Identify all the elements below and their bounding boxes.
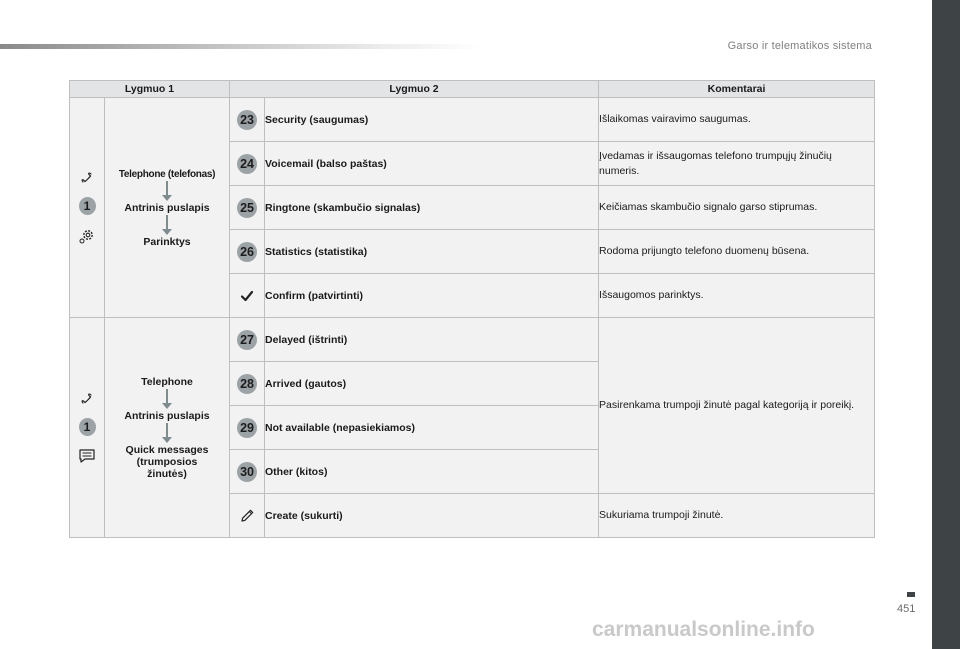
- comment-cell: Rodoma prijungto telefono duomenų būsena.: [599, 230, 875, 274]
- pencil-icon: [239, 508, 255, 524]
- menu-path-item: Telephone: [141, 375, 193, 388]
- level-badge: 1: [79, 197, 96, 215]
- row-icon-cell: [230, 494, 265, 538]
- level1-menu-path-cell: [105, 318, 230, 538]
- arrow-down-icon: [166, 215, 168, 230]
- number-badge: 29: [237, 418, 257, 438]
- table-row: [70, 318, 875, 362]
- level2-label: Security (saugumas): [265, 98, 599, 142]
- menu-path: [119, 169, 215, 248]
- menu-path-item: Telephone (telefonas): [118, 168, 216, 180]
- level2-label: Confirm (patvirtinti): [265, 274, 599, 318]
- watermark: carmanualsonline.info: [592, 618, 815, 641]
- phone-icon: [80, 392, 94, 406]
- row-number-cell: [230, 142, 265, 186]
- level1-icons-cell: [70, 318, 105, 538]
- row-number-cell: [230, 450, 265, 494]
- column-header-level2: Lygmuo 2: [230, 81, 599, 98]
- row-number-cell: [230, 318, 265, 362]
- menu-path-item: Antrinis puslapis: [124, 409, 210, 422]
- table-header-row: [70, 81, 875, 98]
- number-badge: 25: [237, 198, 257, 218]
- row-number-cell: [230, 186, 265, 230]
- number-badge: 26: [237, 242, 257, 262]
- table-row: [70, 98, 875, 142]
- comment-cell: Keičiamas skambučio signalo garso stiprumas.: [599, 186, 875, 230]
- settings-gear-icon: [78, 227, 96, 245]
- checkmark-icon: [240, 289, 254, 303]
- merged-comment-cell: Pasirenkama trumpoji žinutė pagal kategoriją ir poreikį.: [599, 318, 875, 494]
- chapter-sidebar: [932, 0, 960, 649]
- row-icon-cell: [230, 274, 265, 318]
- comment-cell: Sukuriama trumpoji žinutė.: [599, 494, 875, 538]
- number-badge: 27: [237, 330, 257, 350]
- row-number-cell: [230, 98, 265, 142]
- number-badge: 23: [237, 110, 257, 130]
- page-marker: [907, 592, 915, 597]
- number-badge: 30: [237, 462, 257, 482]
- level2-label: Statistics (statistika): [265, 230, 599, 274]
- level2-label: Voicemail (balso paštas): [265, 142, 599, 186]
- section-title: Garso ir telematikos sistema: [727, 40, 872, 52]
- level1-icons-cell: [70, 98, 105, 318]
- level-badge: 1: [79, 418, 96, 436]
- arrow-down-icon: [166, 389, 168, 404]
- level2-label: Ringtone (skambučio signalas): [265, 186, 599, 230]
- message-bubble-icon: [78, 448, 96, 464]
- level1-menu-path-cell: [105, 98, 230, 318]
- header-gradient-bar: [0, 44, 480, 49]
- comment-cell: Įvedamas ir išsaugomas telefono trumpųjų žinučių numeris.: [599, 142, 875, 186]
- page-number: 451: [897, 603, 916, 615]
- row-number-cell: [230, 406, 265, 450]
- level2-label: Delayed (ištrinti): [265, 318, 599, 362]
- level2-label: Create (sukurti): [265, 494, 599, 538]
- phone-icon: [80, 171, 94, 185]
- level2-label: Other (kitos): [265, 450, 599, 494]
- row-number-cell: [230, 230, 265, 274]
- menu-path-item: Quick messages (trumposios žinutės): [125, 443, 209, 480]
- number-badge: 28: [237, 374, 257, 394]
- arrow-down-icon: [166, 423, 168, 438]
- settings-table: [69, 80, 875, 538]
- arrow-down-icon: [166, 181, 168, 196]
- column-header-level1: Lygmuo 1: [70, 81, 230, 98]
- comment-cell: Išlaikomas vairavimo saugumas.: [599, 98, 875, 142]
- column-header-comments: Komentarai: [599, 81, 875, 98]
- menu-path-item: Antrinis puslapis: [124, 201, 210, 214]
- menu-path: [120, 376, 215, 480]
- level2-label: Not available (nepasiekiamos): [265, 406, 599, 450]
- number-badge: 24: [237, 154, 257, 174]
- level2-label: Arrived (gautos): [265, 362, 599, 406]
- row-number-cell: [230, 362, 265, 406]
- menu-path-item: Parinktys: [143, 235, 191, 248]
- comment-cell: Išsaugomos parinktys.: [599, 274, 875, 318]
